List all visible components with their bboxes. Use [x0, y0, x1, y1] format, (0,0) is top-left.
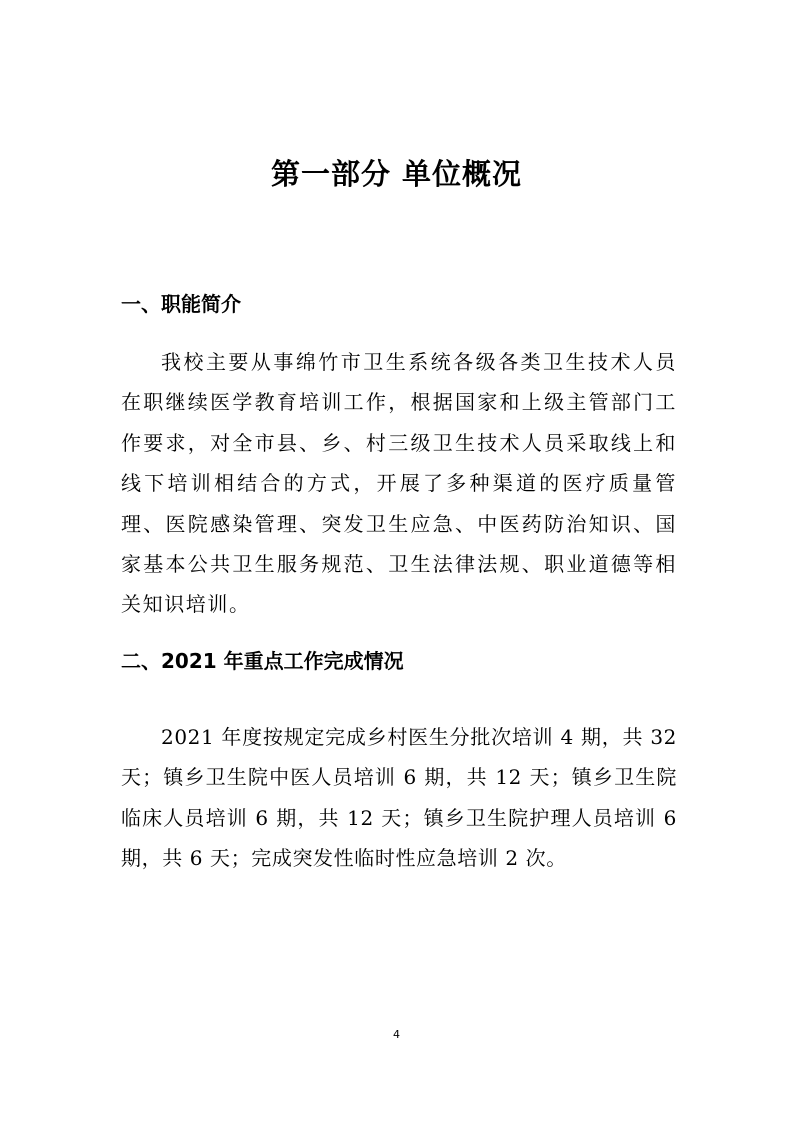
section-heading-functions: 一、职能简介 — [121, 292, 241, 316]
section-heading-key-work: 二、2021 年重点工作完成情况 — [121, 649, 404, 673]
section-body-key-work: 2021 年度按规定完成乡村医生分批次培训 4 期，共 32 天；镇乡卫生院中医人员培训 6 期，共 12 天；镇乡卫生院临床人员培训 6 期，共 12 天；镇乡卫生院护理人员培训 6 期，共 6 天；完成突发性临时性应急培训 2 次。 — [121, 725, 677, 871]
part-title: 第一部分 单位概况 — [270, 157, 523, 191]
section-body-functions: 我校主要从事绵竹市卫生系统各级各类卫生技术人员在职继续医学教育培训工作，根据国家和上级主管部门工作要求，对全市县、乡、村三级卫生技术人员采取线上和线下培训相结合的方式，开展了多种渠道的医疗质量管理、医院感染管理、突发卫生应急、中医药防治知识、国家基本公共卫生服务规范、卫生法律法规、职业道德等相关知识培训。 — [121, 350, 677, 617]
page-number: 4 — [393, 1028, 400, 1041]
